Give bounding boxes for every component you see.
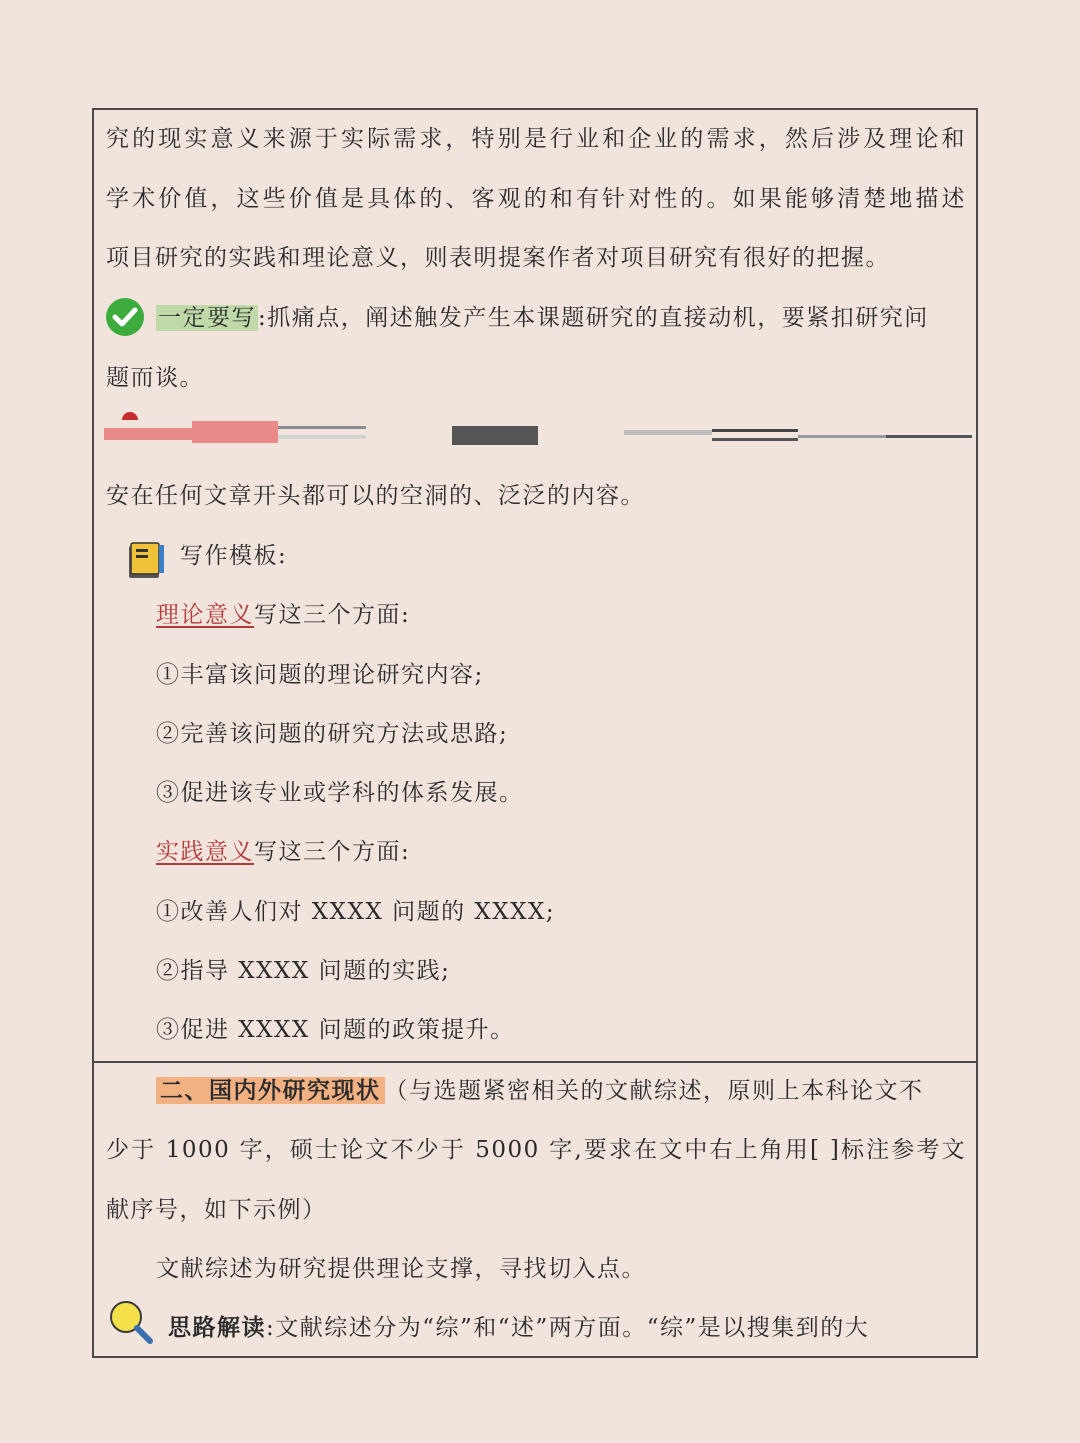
section2-desc-2: 少于 1000 字，硕士论文不少于 5000 字,要求在文中右上角用[ ]标注参考文 xyxy=(106,1137,966,1163)
redacted-band xyxy=(104,410,974,450)
theory-label: 理论意义 xyxy=(156,602,254,628)
section2-desc-3: 献序号，如下示例） xyxy=(106,1197,327,1223)
section2-desc-1: （与选题紧密相关的文献综述，原则上本科论文不 xyxy=(384,1078,924,1104)
practice-item-3: ③促进 XXXX 问题的政策提升。 xyxy=(156,1017,515,1043)
practice-label: 实践意义 xyxy=(156,839,254,865)
hint-line xyxy=(168,1313,966,1343)
must-write-text: :抓痛点，阐述触发产生本课题研究的直接动机，要紧扣研究问 xyxy=(258,305,929,331)
intro-line-1: 究的现实意义来源于实际需求，特别是行业和企业的需求，然后涉及理论和 xyxy=(106,126,966,152)
practice-heading xyxy=(156,837,966,867)
document-panel xyxy=(92,108,978,1358)
magnifier-icon xyxy=(106,1298,156,1346)
must-write-line xyxy=(156,303,966,333)
must-write-label: 一定要写 xyxy=(158,305,256,331)
hint-text: :文献综述分为“综”和“述”两方面。“综”是以搜集到的大 xyxy=(266,1315,870,1341)
must-write-line-2: 题而谈。 xyxy=(106,365,204,391)
section-divider xyxy=(94,1061,976,1063)
section2-line-1 xyxy=(156,1076,966,1106)
hint-label: 思路解读 xyxy=(168,1314,266,1341)
theory-heading xyxy=(156,600,966,630)
warning-tail: 安在任何文章开头都可以的空洞的、泛泛的内容。 xyxy=(106,483,645,509)
theory-item-2: ②完善该问题的研究方法或思路; xyxy=(156,721,509,747)
intro-line-2: 学术价值，这些价值是具体的、客观的和有针对性的。如果能够清楚地描述 xyxy=(106,186,966,212)
theory-item-3: ③促进该专业或学科的体系发展。 xyxy=(156,780,524,806)
theory-item-1: ①丰富该问题的理论研究内容; xyxy=(156,662,484,688)
practice-item-1: ①改善人们对 XXXX 问题的 XXXX; xyxy=(156,899,556,925)
theory-suffix: 写这三个方面: xyxy=(254,602,411,628)
intro-line-3: 项目研究的实践和理论意义，则表明提案作者对项目研究有很好的把握。 xyxy=(106,245,890,271)
practice-item-2: ②指导 XXXX 问题的实践; xyxy=(156,958,451,984)
book-icon xyxy=(126,540,166,580)
section2-support: 文献综述为研究提供理论支撑，寻找切入点。 xyxy=(156,1256,646,1282)
section2-heading: 二、国内外研究现状 xyxy=(156,1077,385,1104)
template-title: 写作模板: xyxy=(180,543,288,569)
check-icon xyxy=(104,296,146,338)
practice-suffix: 写这三个方面: xyxy=(254,839,411,865)
